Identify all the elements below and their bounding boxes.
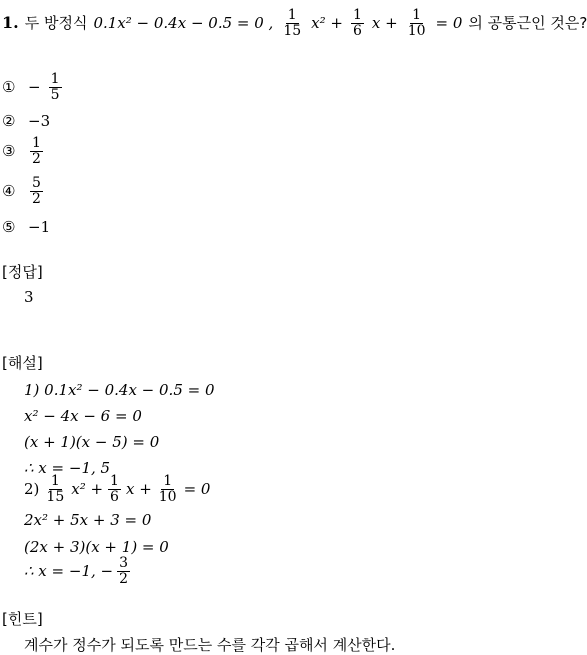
- e-frac-1: [44, 474, 66, 504]
- hint-label: [힌트]: [2, 610, 43, 628]
- q-frac-3-num: 1: [412, 7, 422, 23]
- explanation-line-2: [24, 474, 210, 504]
- explanation-line: 1) 0.1x² − 0.4x − 0.5 = 0: [24, 381, 215, 399]
- q-frac-2-den: 6: [352, 22, 362, 39]
- frac-den: 10: [158, 488, 177, 505]
- question-lead: 두 방정식: [24, 13, 88, 32]
- choice-marker: ④: [2, 181, 16, 200]
- choice-value: −3: [28, 112, 51, 130]
- choice-3[interactable]: [2, 136, 45, 166]
- explanation-line: ∴ x = −1, 5: [24, 459, 111, 477]
- line2-prefix: 2): [24, 479, 40, 498]
- choice-frac: [30, 136, 43, 166]
- choice-frac: [30, 176, 43, 206]
- choice-marker: ①: [2, 77, 16, 96]
- frac-den: 2: [119, 570, 129, 587]
- q-frac-1-num: 1: [287, 7, 297, 23]
- q-term-1: x² +: [311, 13, 343, 32]
- answer-value: 3: [24, 288, 34, 306]
- last-frac: [117, 556, 130, 586]
- last-prefix: ∴ x = −1, −: [24, 561, 114, 580]
- frac-num: 3: [119, 555, 129, 571]
- e-term-1: x² +: [71, 479, 104, 498]
- choice-1[interactable]: [2, 72, 64, 102]
- q-frac-1-den: 15: [283, 22, 302, 39]
- frac-num: 1: [32, 135, 41, 151]
- frac-den: 5: [50, 86, 60, 103]
- frac-den: 2: [32, 190, 41, 207]
- choice-frac: [49, 72, 62, 102]
- q-frac-2-num: 1: [352, 7, 362, 23]
- q-frac-3: [406, 8, 428, 38]
- hint-text: 계수가 정수가 되도록 만드는 수를 각각 곱해서 계산한다.: [24, 636, 396, 654]
- explanation-last-line: [24, 556, 132, 586]
- frac-num: 1: [50, 71, 60, 87]
- question-number: 1.: [2, 13, 19, 33]
- choice-5[interactable]: [2, 220, 50, 235]
- choice-value: −1: [28, 218, 51, 236]
- choice-marker: ⑤: [2, 218, 16, 236]
- choice-sign: −: [28, 77, 41, 96]
- frac-num: 1: [50, 473, 60, 489]
- q-term-3: = 0: [435, 13, 463, 32]
- q-frac-3-den: 10: [407, 22, 426, 39]
- q-frac-1: [281, 8, 303, 38]
- frac-num: 1: [163, 473, 173, 489]
- explanation-line: x² − 4x − 6 = 0: [24, 407, 142, 425]
- answer-label: [정답]: [2, 263, 43, 281]
- explanation-line: (2x + 3)(x + 1) = 0: [24, 538, 169, 556]
- question-eq1: 0.1x² − 0.4x − 0.5 = 0 ,: [93, 13, 274, 32]
- q-term-2: x +: [371, 13, 398, 32]
- choice-marker: ②: [2, 112, 16, 130]
- frac-den: 6: [110, 488, 119, 505]
- choice-marker: ③: [2, 141, 16, 160]
- q-frac-2: [351, 8, 364, 38]
- e-frac-2: [108, 474, 121, 504]
- choice-4[interactable]: [2, 176, 45, 206]
- frac-den: 15: [46, 488, 65, 505]
- e-term-3: = 0: [183, 479, 211, 498]
- question-line: [2, 8, 587, 38]
- question-tail: 의 공통근인 것은?: [468, 13, 587, 32]
- frac-num: 5: [32, 175, 41, 191]
- e-term-2: x +: [125, 479, 152, 498]
- choice-2[interactable]: [2, 114, 50, 129]
- frac-num: 1: [110, 473, 119, 489]
- explanation-line: 2x² + 5x + 3 = 0: [24, 511, 152, 529]
- frac-den: 2: [32, 150, 41, 167]
- e-frac-3: [157, 474, 179, 504]
- explanation-line: (x + 1)(x − 5) = 0: [24, 433, 160, 451]
- explanation-label: [해설]: [2, 354, 43, 372]
